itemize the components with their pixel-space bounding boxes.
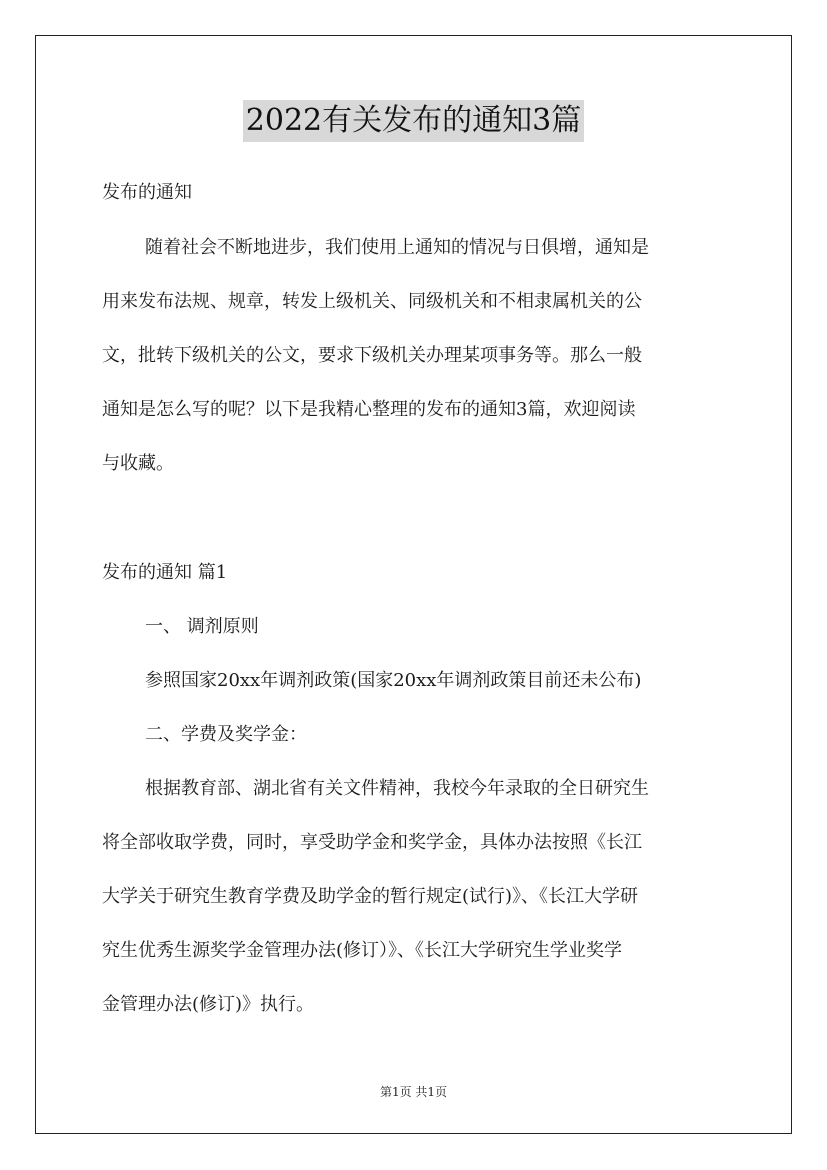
body-line-4: 究生优秀生源奖学金管理办法(修订）》、《长江大学研究生学业奖学 [102,940,623,961]
title-container [0,100,827,142]
intro-line-2: 用来发布法规、规章，转发上级机关、同级机关和不相隶属机关的公 [102,291,642,312]
document-title: 2022有关发布的通知3篇 [243,100,584,142]
body-line-5: 金管理办法(修订)》执行。 [102,994,315,1015]
body-line-2: 将全部收取学费，同时，享受助学金和奖学金，具体办法按照《长江 [102,832,642,853]
item-1-text: 参照国家20xx年调剂政策(国家20xx年调剂政策目前还未公布) [145,670,642,691]
intro-line-5: 与收藏。 [102,453,174,474]
intro-line-3: 文，批转下级机关的公文，要求下级机关办理某项事务等。那么一般 [102,345,642,366]
item-1-heading: 一、 调剂原则 [145,616,259,637]
intro-line-4: 通知是怎么写的呢？以下是我精心整理的发布的通知3篇，欢迎阅读 [102,399,636,420]
item-2-heading: 二、学费及奖学金： [145,724,307,745]
page-footer: 第1页 共1页 [379,1085,448,1099]
heading-notice: 发布的通知 [102,182,192,203]
section-title: 发布的通知 篇1 [102,562,228,583]
body-line-3: 大学关于研究生教育学费及助学金的暂行规定(试行)》、《长江大学研 [102,886,639,907]
intro-line-1: 随着社会不断地进步，我们使用上通知的情况与日俱增，通知是 [145,237,649,258]
body-line-1: 根据教育部、湖北省有关文件精神，我校今年录取的全日研究生 [145,778,649,799]
